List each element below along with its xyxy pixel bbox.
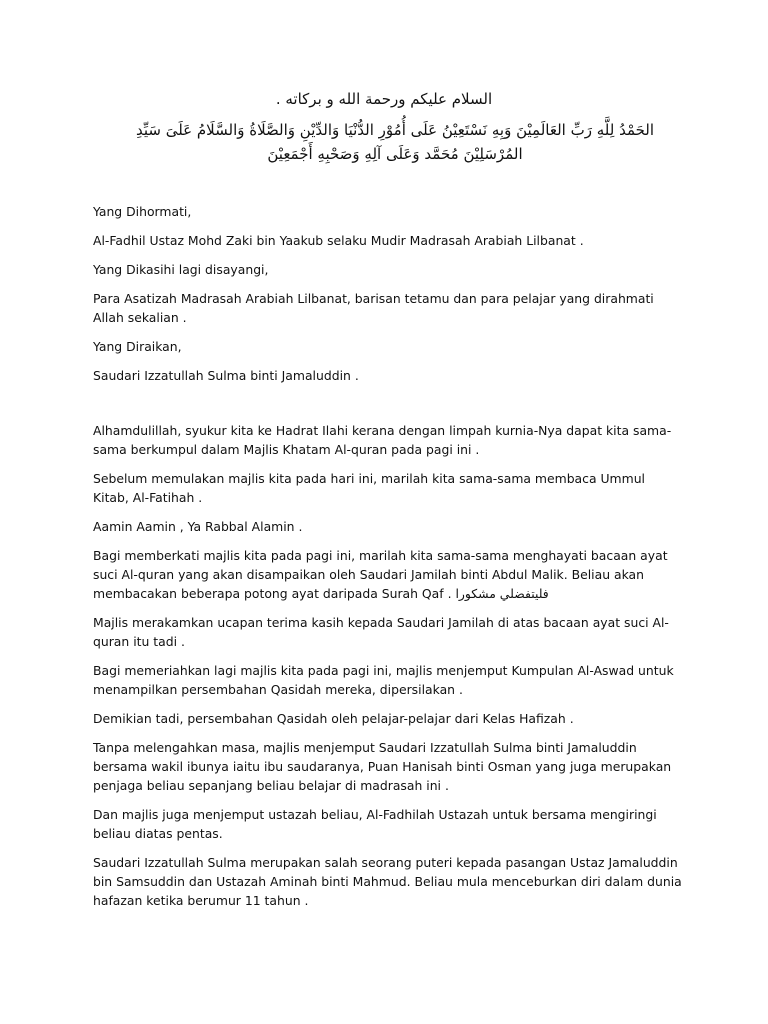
paragraph: Yang Dikasihi lagi disayangi, bbox=[93, 262, 269, 277]
paragraph: Bagi memeriahkan lagi majlis kita pada pagi ini, majlis menjemput Kumpulan Al-Aswad untuk menampilkan persembahan Qasidah mereka, dipersilakan . bbox=[93, 663, 674, 697]
paragraph-text: Bagi memberkati majlis kita pada pagi ini, marilah kita sama-sama menghayati bacaan ayat suci Al-quran yang akan disampaikan oleh Saudari Jamilah binti Abdul Malik. Beliau akan membacakan beberapa potong ayat daripada Surah Qaf . bbox=[93, 548, 668, 601]
paragraph: Yang Dihormati, bbox=[93, 204, 192, 219]
inline-arabic-phrase: فليتفضلي مشكورا bbox=[455, 586, 549, 601]
paragraph: Majlis merakamkan ucapan terima kasih kepada Saudari Jamilah di atas bacaan ayat suci Al-quran itu tadi . bbox=[93, 615, 669, 649]
arabic-opening-doa: الحَمْدُ لِلَّهِ رَبِّ العَالَمِيْنَ وَبِهِ نَسْتَعِيْنُ عَلَى أُمُوْرِ الدُّنْيَا وَالدِّيْنِ وَالصَّلَاةُ وَالسَّلَامُ عَلَىَ سَيِّدِ المُرْسَلِيْنَ مُحَمَّد وَعَلَى آلِهِ وَصَحْبِهِ أَجْمَعِيْنَ bbox=[135, 121, 655, 163]
paragraph: Dan majlis juga menjemput ustazah beliau, Al-Fadhilah Ustazah untuk bersama mengiringi beliau diatas pentas. bbox=[93, 807, 657, 841]
paragraph: Saudari Izzatullah Sulma merupakan salah seorang puteri kepada pasangan Ustaz Jamaluddin bin Samsuddin dan Ustazah Aminah binti Mahmud. Beliau mula menceburkan diri dalam dunia hafazan ketika berumur 11 tahun . bbox=[93, 855, 682, 908]
paragraph: Saudari Izzatullah Sulma binti Jamaluddin . bbox=[93, 368, 359, 383]
speech-body bbox=[93, 202, 683, 920]
paragraph: Para Asatizah Madrasah Arabiah Lilbanat, barisan tetamu dan para pelajar yang dirahmati Allah sekalian . bbox=[93, 291, 654, 325]
arabic-salam-heading: السلام عليكم ورحمة الله و بركاته . bbox=[275, 90, 493, 108]
paragraph-with-arabic bbox=[93, 546, 683, 603]
paragraph: Demikian tadi, persembahan Qasidah oleh pelajar-pelajar dari Kelas Hafizah . bbox=[93, 711, 574, 726]
paragraph: Yang Diraikan, bbox=[93, 339, 182, 354]
paragraph: Al-Fadhil Ustaz Mohd Zaki bin Yaakub selaku Mudir Madrasah Arabiah Lilbanat . bbox=[93, 233, 584, 248]
paragraph: Sebelum memulakan majlis kita pada hari ini, marilah kita sama-sama membaca Ummul Kitab, Al-Fatihah . bbox=[93, 471, 645, 505]
paragraph: Aamin Aamin , Ya Rabbal Alamin . bbox=[93, 519, 303, 534]
paragraph: Alhamdulillah, syukur kita ke Hadrat Ilahi kerana dengan limpah kurnia-Nya dapat kita sama-sama berkumpul dalam Majlis Khatam Al-quran pada pagi ini . bbox=[93, 423, 672, 457]
section-spacer bbox=[93, 395, 683, 421]
paragraph: Tanpa melengahkan masa, majlis menjemput Saudari Izzatullah Sulma binti Jamaluddin bersama wakil ibunya iaitu ibu saudaranya, Puan Hanisah binti Osman yang juga merupakan penjaga beliau sepanjang beliau belajar di madrasah ini . bbox=[93, 740, 672, 793]
